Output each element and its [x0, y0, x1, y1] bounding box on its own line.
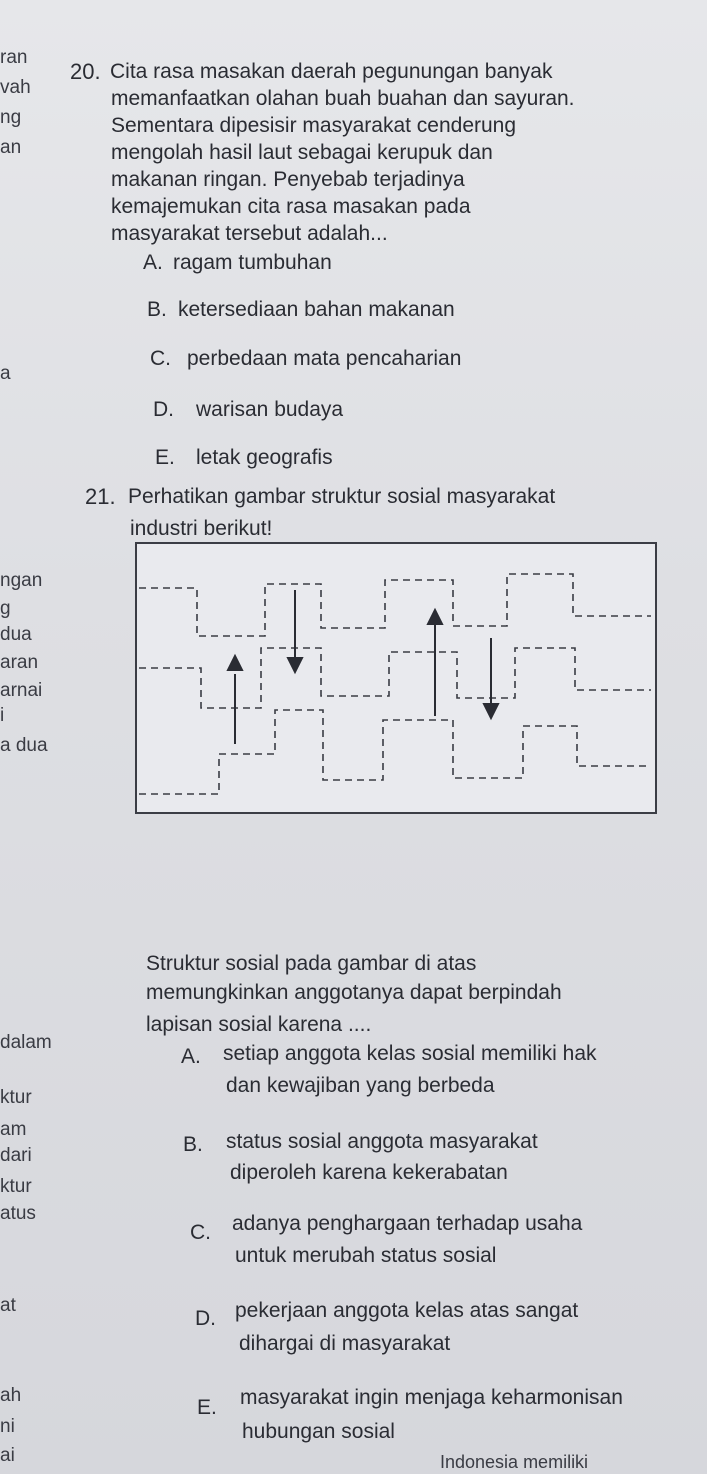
q21-option-e-text[interactable]: masyarakat ingin menjaga keharmonisan	[240, 1386, 623, 1409]
question-20-line: Sementara dipesisir masyarakat cenderung	[111, 114, 517, 137]
margin-fragment: i	[0, 705, 5, 726]
q21-option-d-text-cont[interactable]: dihargai di masyarakat	[239, 1332, 451, 1355]
arrowhead-up	[228, 656, 242, 670]
margin-fragment: aran	[0, 652, 39, 673]
q20-option-d-letter[interactable]: D.	[153, 398, 174, 421]
margin-fragment: ngan	[0, 570, 43, 591]
q20-option-a-letter[interactable]: A.	[143, 251, 163, 274]
q21-option-e-text-cont[interactable]: hubungan sosial	[242, 1420, 395, 1443]
margin-fragment: ktur	[0, 1087, 32, 1108]
q20-option-c-letter[interactable]: C.	[150, 347, 171, 370]
stratum-line	[139, 574, 651, 636]
question-21-line: industri berikut!	[130, 517, 273, 540]
margin-fragment: ah	[0, 1385, 22, 1406]
question-20-line: memanfaatkan olahan buah buahan dan sayuran.	[111, 87, 575, 110]
social-structure-diagram	[137, 544, 655, 812]
margin-fragment: ran	[0, 47, 28, 68]
q21-option-a-text[interactable]: setiap anggota kelas sosial memiliki hak	[223, 1042, 597, 1065]
q21-option-a-letter[interactable]: A.	[181, 1045, 201, 1068]
margin-fragment: a dua	[0, 735, 48, 756]
margin-fragment: ng	[0, 107, 22, 128]
margin-fragment: at	[0, 1295, 16, 1316]
margin-fragment: am	[0, 1119, 27, 1140]
arrowhead-up	[428, 610, 442, 624]
q21-option-b-text-cont[interactable]: diperoleh karena kekerabatan	[230, 1161, 508, 1184]
q21-option-c-text[interactable]: adanya penghargaan terhadap usaha	[232, 1212, 583, 1235]
q21-option-b-text[interactable]: status sosial anggota masyarakat	[226, 1130, 538, 1153]
margin-fragment: arnai	[0, 680, 43, 701]
q20-option-b-letter[interactable]: B.	[147, 298, 167, 321]
margin-fragment: atus	[0, 1203, 36, 1224]
margin-fragment: ktur	[0, 1176, 32, 1197]
margin-fragment: an	[0, 137, 22, 158]
q21-option-c-text-cont[interactable]: untuk merubah status sosial	[235, 1244, 497, 1267]
margin-fragment: ai	[0, 1445, 15, 1466]
q21-option-b-letter[interactable]: B.	[183, 1133, 203, 1156]
q20-option-e-text[interactable]: letak geografis	[196, 446, 333, 469]
margin-fragment: vah	[0, 77, 31, 98]
q21-option-a-text-cont[interactable]: dan kewajiban yang berbeda	[226, 1074, 495, 1097]
arrowhead-down	[484, 704, 498, 718]
question-20-line: mengolah hasil laut sebagai kerupuk dan	[111, 141, 493, 164]
q21-option-e-letter[interactable]: E.	[197, 1396, 217, 1419]
question-20-line: masyarakat tersebut adalah...	[111, 222, 388, 245]
q20-option-c-text[interactable]: perbedaan mata pencaharian	[187, 347, 462, 370]
margin-fragment: a	[0, 363, 11, 384]
margin-fragment: dua	[0, 624, 32, 645]
margin-fragment: dari	[0, 1145, 32, 1166]
question-21-number: 21.	[85, 484, 116, 509]
margin-fragment: dalam	[0, 1032, 52, 1053]
question-21-stem: memungkinkan anggotanya dapat berpindah	[146, 981, 562, 1004]
question-20-line: kemajemukan cita rasa masakan pada	[111, 195, 471, 218]
question-20-line: makanan ringan. Penyebab terjadinya	[111, 168, 465, 191]
question-20-number: 20.	[70, 59, 101, 84]
arrowhead-down	[288, 658, 302, 672]
q21-option-c-letter[interactable]: C.	[190, 1221, 211, 1244]
stratum-line	[139, 648, 651, 708]
question-21-stem: Struktur sosial pada gambar di atas	[146, 952, 477, 975]
q20-option-a-text[interactable]: ragam tumbuhan	[173, 251, 332, 274]
q20-option-e-letter[interactable]: E.	[155, 446, 175, 469]
question-20-line: Cita rasa masakan daerah pegunungan banyak	[110, 60, 553, 83]
q21-option-d-text[interactable]: pekerjaan anggota kelas atas sangat	[235, 1299, 579, 1322]
question-21-stem: lapisan sosial karena ....	[146, 1013, 372, 1036]
stratum-line	[139, 710, 651, 794]
footer-fragment: Indonesia memiliki	[440, 1452, 589, 1472]
margin-fragment: ni	[0, 1416, 15, 1437]
q20-option-d-text[interactable]: warisan budaya	[196, 398, 344, 421]
q21-option-d-letter[interactable]: D.	[195, 1307, 216, 1330]
question-21-line: Perhatikan gambar struktur sosial masyarakat	[128, 485, 556, 508]
q20-option-b-text[interactable]: ketersediaan bahan makanan	[178, 298, 455, 321]
social-structure-figure	[135, 542, 657, 814]
margin-fragment: g	[0, 598, 11, 619]
